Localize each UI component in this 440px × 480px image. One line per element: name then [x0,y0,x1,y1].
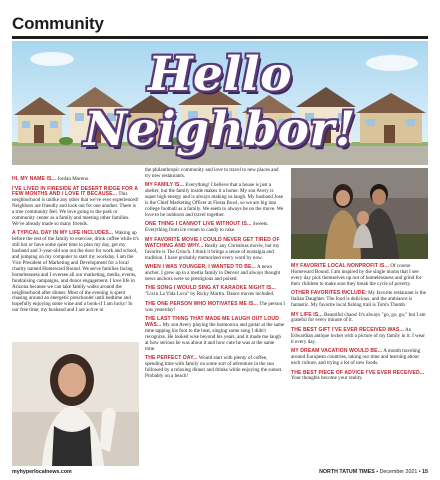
article-column-2 [145,168,285,383]
paragraph: MY FAVORITE LOCAL NONPROFIT IS... Of course Homeward Bound. I am inspired by the single moms that I see every day pick themselves up out of homelessness and grind for their children to make sure they break the cycle of poverty. [291,263,422,287]
paragraph: HI, MY NAME IS... Jordan Moreno. [12,176,90,182]
paragraph: THE SONG I WOULD SING AT KARAOKE NIGHT IS... "Livin La Vida Loca" by Ricky Martin. Dance moves included. [145,285,276,298]
family-photo [291,168,428,259]
footer-website: myhyperlocalnews.com [12,469,72,475]
article-column-3 [291,264,428,386]
paragraph: MY DREAM VACATION WOULD BE... A month traveling around European countries, taking our time and learning about each culture, and trying a lot of new foods. [291,348,421,367]
family-illustration [291,168,428,259]
portrait-illustration [12,342,139,466]
paragraph: I'VE LIVED IN FIRESIDE AT DESERT RIDGE FOR A FEW MONTHS AND I LOVE IT BECAUSE... This neighborhood is unlike any other that we've ever experienced! Neighbors are friendly and look out for one another. There is a true community feel. We love going to the park or community center as a family and meeting other families. We've already made so many friends. [12,185,139,227]
paragraph: ONE THING I CANNOT LIVE WITHOUT IS... Sweets. Everything from ice cream to candy to cake. [145,221,269,234]
footer-date: • December 2021 • [374,469,423,475]
section-divider [12,36,428,39]
page-number: 15 [422,469,428,475]
paragraph: WHEN I WAS YOUNGER, I WANTED TO BE... A news anchor. I grew up in a media family in Denver and always thought news anchors were so prestigious and poised. [145,264,281,282]
paragraph: MY FAVORITE MOVIE I COULD NEVER GET TIRED OF WATCHING AND WHY... Really any Christmas movie, but my favorite is The Grinch. I think it brings a sense of nostalgia and tradition. I have probably memorized every word by now. [145,236,280,261]
paragraph: THE PERFECT DAY... Would start with plenty of coffee, spending time with family on some sort of adventure in the sun followed by a relaxing dinner and drinks while enjoying the sunset. Probably on a beach! [145,355,283,379]
paragraph: THE BEST GIFT I'VE EVER RECEIVED WAS... An Edwardian antique locket with a picture of my family in it. I wear it every day. [291,326,425,345]
section-title: Community [12,14,104,33]
paragraph: the philanthropic community and love to travel to new places and try new restaurants. [145,167,279,179]
paragraph: THE BEST PIECE OF ADVICE I'VE EVER RECEIVED... Your thoughts become your reality. [291,369,425,382]
article-column-1 [12,177,139,318]
paragraph: OTHER FAVORITES INCLUDE: My favorite restaurant is the Italian Daughter. The food is delicious, and the ambiance is fantastic. My favorite local fishing trail is Tom's Thumb. [291,290,426,309]
footer-publication: NORTH TATUM TIMES [319,469,375,475]
footer-folio [319,469,428,475]
paragraph: THE LAST THING THAT MADE ME LAUGH OUT LOUD WAS... My son Avery playing the harmonica and guitar at the same time tapping his foot to the beat, singing some song I didn't recognize. He looked wise beyond his years, and it made me laugh at how serious he was about it and how cute he was at the same time. [145,316,285,352]
paragraph: MY FAMILY IS... Everything! I believe that a house is just a shelter, but the family inside makes it a home. My son Avery is super high energy and is always making us laugh. My husband Jose is the Chief Marketing Officer at Fiesta Bowl, so we are big into college football as a family. We seem to always be on the move. We love to be outdoors and travel together. [145,182,284,218]
banner-title: Hello Neighbor! [84,47,356,157]
paragraph: A TYPICAL DAY IN MY LIFE INCLUDES... Waking up before the rest of the family to exercise, drink coffee while it's still hot or have some quiet time to plan my day, get my husband and 3-year-old son out the door for work and school, and jumping on my computer to start my workday. I am the Vice President of Marketing and Development for a local charity named Homeward Bound. We serve families facing homelessness and I oversee all our marketing, media, events, fundraising campaigns, and donor engagement. I love life in Arizona because we can take family walks around the neighborhood after dinner. Most of the evening is spent chasing around an energetic preschooler until bedtime and hopefully enjoying some wine and a book-if I am lucky! In our free time, my husband and I are active in [12,230,139,314]
paragraph: THE ONE PERSON WHO MOTIVATES ME IS... The person I was yesterday! [145,300,285,313]
paragraph: MY LIFE IS... Beautiful chaos! It's always "go, go, go," but I am grateful for every minute of it. [291,311,426,324]
banner-illustration [12,41,428,165]
portrait-photo [12,342,139,466]
